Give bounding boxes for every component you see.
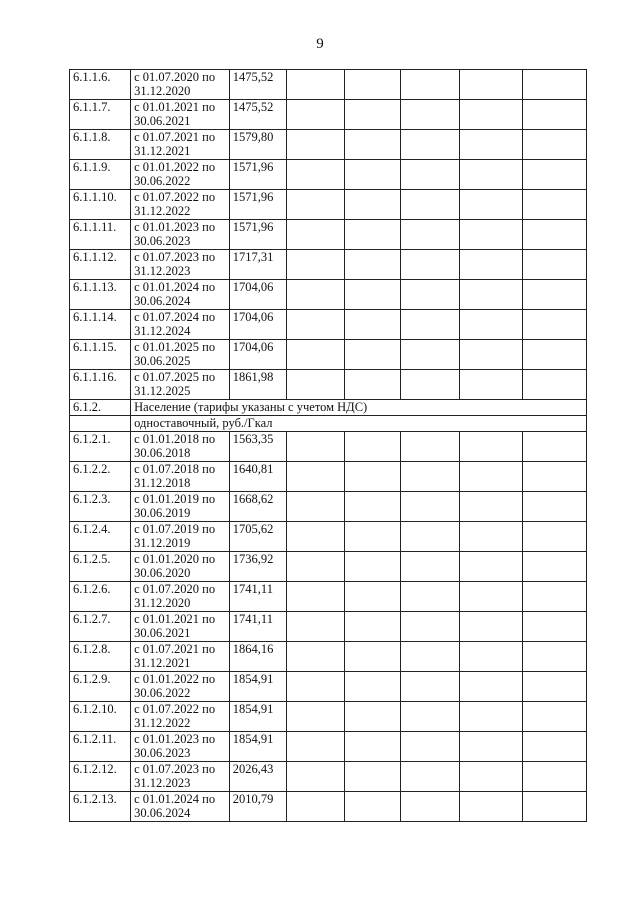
period-cell: с 01.01.2024 по 30.06.2024 [131, 792, 230, 822]
tariff-value-cell: 1571,96 [229, 190, 286, 220]
empty-cell [401, 190, 460, 220]
empty-cell [401, 762, 460, 792]
empty-cell [522, 100, 586, 130]
empty-cell [401, 642, 460, 672]
empty-cell [401, 432, 460, 462]
period-cell: с 01.07.2020 по 31.12.2020 [131, 582, 230, 612]
row-number-cell: 6.1.1.15. [70, 340, 131, 370]
table-section-row [70, 416, 587, 432]
empty-cell [344, 492, 401, 522]
table-row [70, 220, 587, 250]
empty-cell [460, 462, 522, 492]
row-number-cell: 6.1.2.2. [70, 462, 131, 492]
empty-cell [460, 340, 522, 370]
tariff-value-cell: 1668,62 [229, 492, 286, 522]
tariff-value-cell: 2010,79 [229, 792, 286, 822]
empty-cell [460, 370, 522, 400]
table-row [70, 672, 587, 702]
row-number-cell: 6.1.1.10. [70, 190, 131, 220]
table-section-row [70, 400, 587, 416]
empty-cell [522, 612, 586, 642]
empty-cell [344, 130, 401, 160]
empty-cell [460, 612, 522, 642]
empty-cell [460, 792, 522, 822]
table-row [70, 70, 587, 100]
empty-cell [344, 462, 401, 492]
table-row [70, 582, 587, 612]
empty-cell [286, 160, 344, 190]
tariff-value-cell: 1563,35 [229, 432, 286, 462]
empty-cell [401, 672, 460, 702]
period-cell: с 01.01.2023 по 30.06.2023 [131, 220, 230, 250]
table-row [70, 642, 587, 672]
empty-cell [460, 70, 522, 100]
empty-cell [522, 732, 586, 762]
row-number-cell: 6.1.2.13. [70, 792, 131, 822]
tariff-table [69, 69, 587, 822]
empty-cell [344, 792, 401, 822]
period-cell: с 01.07.2023 по 31.12.2023 [131, 250, 230, 280]
tariff-value-cell: 1704,06 [229, 340, 286, 370]
row-number-cell: 6.1.2.3. [70, 492, 131, 522]
empty-cell [460, 732, 522, 762]
empty-cell [344, 220, 401, 250]
empty-cell [401, 310, 460, 340]
empty-cell [460, 432, 522, 462]
empty-cell [522, 552, 586, 582]
table-row [70, 280, 587, 310]
empty-cell [344, 250, 401, 280]
row-number-cell: 6.1.2.5. [70, 552, 131, 582]
tariff-value-cell: 2026,43 [229, 762, 286, 792]
empty-cell [401, 702, 460, 732]
empty-cell [286, 310, 344, 340]
empty-cell [286, 340, 344, 370]
empty-cell [344, 432, 401, 462]
empty-cell [401, 492, 460, 522]
table-row [70, 130, 587, 160]
empty-cell [401, 792, 460, 822]
empty-cell [401, 280, 460, 310]
row-number-cell: 6.1.2.10. [70, 702, 131, 732]
empty-cell [286, 432, 344, 462]
period-cell: с 01.07.2022 по 31.12.2022 [131, 190, 230, 220]
empty-cell [286, 732, 344, 762]
empty-cell [401, 732, 460, 762]
empty-cell [401, 370, 460, 400]
row-number-cell: 6.1.1.16. [70, 370, 131, 400]
empty-cell [460, 492, 522, 522]
empty-cell [460, 672, 522, 702]
row-number-cell: 6.1.2.7. [70, 612, 131, 642]
tariff-value-cell: 1854,91 [229, 672, 286, 702]
empty-cell [344, 732, 401, 762]
empty-cell [522, 522, 586, 552]
empty-cell [522, 130, 586, 160]
empty-cell [460, 642, 522, 672]
empty-cell [401, 340, 460, 370]
row-number-cell: 6.1.1.14. [70, 310, 131, 340]
empty-cell [522, 70, 586, 100]
empty-cell [286, 552, 344, 582]
row-number-cell: 6.1.1.6. [70, 70, 131, 100]
empty-cell [286, 702, 344, 732]
empty-cell [522, 462, 586, 492]
period-cell: с 01.01.2021 по 30.06.2021 [131, 612, 230, 642]
period-cell: с 01.07.2019 по 31.12.2019 [131, 522, 230, 552]
empty-cell [401, 100, 460, 130]
empty-cell [286, 522, 344, 552]
section-title-cell: Население (тарифы указаны с учетом НДС) [131, 400, 587, 416]
period-cell: с 01.07.2022 по 31.12.2022 [131, 702, 230, 732]
empty-cell [401, 160, 460, 190]
empty-cell [344, 702, 401, 732]
tariff-value-cell: 1854,91 [229, 732, 286, 762]
period-cell: с 01.07.2020 по 31.12.2020 [131, 70, 230, 100]
empty-cell [460, 310, 522, 340]
row-number-cell: 6.1.2. [70, 400, 131, 416]
tariff-value-cell: 1854,91 [229, 702, 286, 732]
empty-cell [522, 582, 586, 612]
empty-cell [460, 582, 522, 612]
period-cell: с 01.01.2025 по 30.06.2025 [131, 340, 230, 370]
empty-cell [460, 280, 522, 310]
empty-cell [344, 642, 401, 672]
empty-cell [401, 552, 460, 582]
tariff-value-cell: 1704,06 [229, 280, 286, 310]
table-row [70, 732, 587, 762]
empty-cell [401, 612, 460, 642]
empty-cell [460, 702, 522, 732]
empty-cell [286, 100, 344, 130]
empty-cell [522, 250, 586, 280]
table-row [70, 492, 587, 522]
tariff-value-cell: 1640,81 [229, 462, 286, 492]
empty-cell [460, 762, 522, 792]
tariff-value-cell: 1475,52 [229, 100, 286, 130]
empty-cell [344, 100, 401, 130]
empty-cell [344, 370, 401, 400]
empty-cell [344, 160, 401, 190]
tariff-value-cell: 1579,80 [229, 130, 286, 160]
table-row [70, 160, 587, 190]
empty-cell [401, 70, 460, 100]
empty-cell [522, 190, 586, 220]
row-number-cell: 6.1.1.11. [70, 220, 131, 250]
row-number-cell: 6.1.1.9. [70, 160, 131, 190]
empty-cell [286, 130, 344, 160]
row-number-cell: 6.1.1.12. [70, 250, 131, 280]
tariff-value-cell: 1717,31 [229, 250, 286, 280]
empty-cell [460, 522, 522, 552]
empty-cell [522, 370, 586, 400]
page-number: 9 [316, 36, 324, 52]
empty-cell [460, 100, 522, 130]
empty-cell [286, 792, 344, 822]
empty-cell [522, 340, 586, 370]
period-cell: с 01.01.2021 по 30.06.2021 [131, 100, 230, 130]
empty-cell [401, 582, 460, 612]
row-number-cell: 6.1.1.8. [70, 130, 131, 160]
period-cell: с 01.07.2024 по 31.12.2024 [131, 310, 230, 340]
empty-cell [286, 492, 344, 522]
empty-cell [286, 70, 344, 100]
empty-cell [401, 220, 460, 250]
table-row [70, 762, 587, 792]
empty-cell [522, 702, 586, 732]
empty-cell [522, 280, 586, 310]
tariff-value-cell: 1475,52 [229, 70, 286, 100]
empty-cell [460, 220, 522, 250]
row-number-cell: 6.1.1.7. [70, 100, 131, 130]
period-cell: с 01.01.2024 по 30.06.2024 [131, 280, 230, 310]
empty-cell [344, 552, 401, 582]
empty-cell [344, 70, 401, 100]
empty-cell [286, 582, 344, 612]
empty-cell [286, 612, 344, 642]
row-number-cell: 6.1.2.12. [70, 762, 131, 792]
empty-cell [401, 522, 460, 552]
period-cell: с 01.01.2022 по 30.06.2022 [131, 672, 230, 702]
table-row [70, 432, 587, 462]
period-cell: с 01.01.2019 по 30.06.2019 [131, 492, 230, 522]
empty-cell [344, 522, 401, 552]
table-row [70, 340, 587, 370]
table-row [70, 190, 587, 220]
empty-cell [460, 160, 522, 190]
row-number-cell [70, 416, 131, 432]
empty-cell [286, 370, 344, 400]
period-cell: с 01.01.2018 по 30.06.2018 [131, 432, 230, 462]
row-number-cell: 6.1.2.4. [70, 522, 131, 552]
empty-cell [286, 642, 344, 672]
table-row [70, 370, 587, 400]
period-cell: с 01.07.2018 по 31.12.2018 [131, 462, 230, 492]
empty-cell [344, 762, 401, 792]
empty-cell [286, 462, 344, 492]
empty-cell [522, 492, 586, 522]
row-number-cell: 6.1.2.9. [70, 672, 131, 702]
empty-cell [286, 672, 344, 702]
empty-cell [522, 792, 586, 822]
empty-cell [522, 642, 586, 672]
table-row [70, 792, 587, 822]
tariff-value-cell: 1705,62 [229, 522, 286, 552]
row-number-cell: 6.1.1.13. [70, 280, 131, 310]
table-row [70, 552, 587, 582]
period-cell: с 01.01.2022 по 30.06.2022 [131, 160, 230, 190]
row-number-cell: 6.1.2.8. [70, 642, 131, 672]
empty-cell [286, 250, 344, 280]
empty-cell [460, 250, 522, 280]
table-row [70, 462, 587, 492]
empty-cell [460, 552, 522, 582]
empty-cell [344, 340, 401, 370]
empty-cell [344, 582, 401, 612]
tariff-value-cell: 1571,96 [229, 220, 286, 250]
tariff-value-cell: 1861,98 [229, 370, 286, 400]
empty-cell [344, 310, 401, 340]
period-cell: с 01.07.2023 по 31.12.2023 [131, 762, 230, 792]
tariff-value-cell: 1741,11 [229, 582, 286, 612]
empty-cell [286, 190, 344, 220]
table-row [70, 100, 587, 130]
empty-cell [344, 672, 401, 702]
empty-cell [460, 130, 522, 160]
empty-cell [460, 190, 522, 220]
table-row [70, 702, 587, 732]
tariff-value-cell: 1736,92 [229, 552, 286, 582]
empty-cell [522, 220, 586, 250]
tariff-value-cell: 1741,11 [229, 612, 286, 642]
empty-cell [522, 310, 586, 340]
empty-cell [286, 220, 344, 250]
table-row [70, 250, 587, 280]
table-row [70, 612, 587, 642]
section-title-cell: одноставочный, руб./Гкал [131, 416, 587, 432]
empty-cell [401, 250, 460, 280]
empty-cell [286, 762, 344, 792]
tariff-value-cell: 1704,06 [229, 310, 286, 340]
empty-cell [286, 280, 344, 310]
period-cell: с 01.07.2021 по 31.12.2021 [131, 130, 230, 160]
period-cell: с 01.01.2020 по 30.06.2020 [131, 552, 230, 582]
empty-cell [344, 190, 401, 220]
empty-cell [401, 462, 460, 492]
tariff-value-cell: 1571,96 [229, 160, 286, 190]
empty-cell [401, 130, 460, 160]
empty-cell [522, 762, 586, 792]
empty-cell [522, 160, 586, 190]
empty-cell [522, 432, 586, 462]
period-cell: с 01.07.2021 по 31.12.2021 [131, 642, 230, 672]
empty-cell [344, 280, 401, 310]
empty-cell [344, 612, 401, 642]
table-row [70, 522, 587, 552]
row-number-cell: 6.1.2.6. [70, 582, 131, 612]
empty-cell [522, 672, 586, 702]
tariff-value-cell: 1864,16 [229, 642, 286, 672]
row-number-cell: 6.1.2.1. [70, 432, 131, 462]
period-cell: с 01.01.2023 по 30.06.2023 [131, 732, 230, 762]
period-cell: с 01.07.2025 по 31.12.2025 [131, 370, 230, 400]
table-row [70, 310, 587, 340]
row-number-cell: 6.1.2.11. [70, 732, 131, 762]
